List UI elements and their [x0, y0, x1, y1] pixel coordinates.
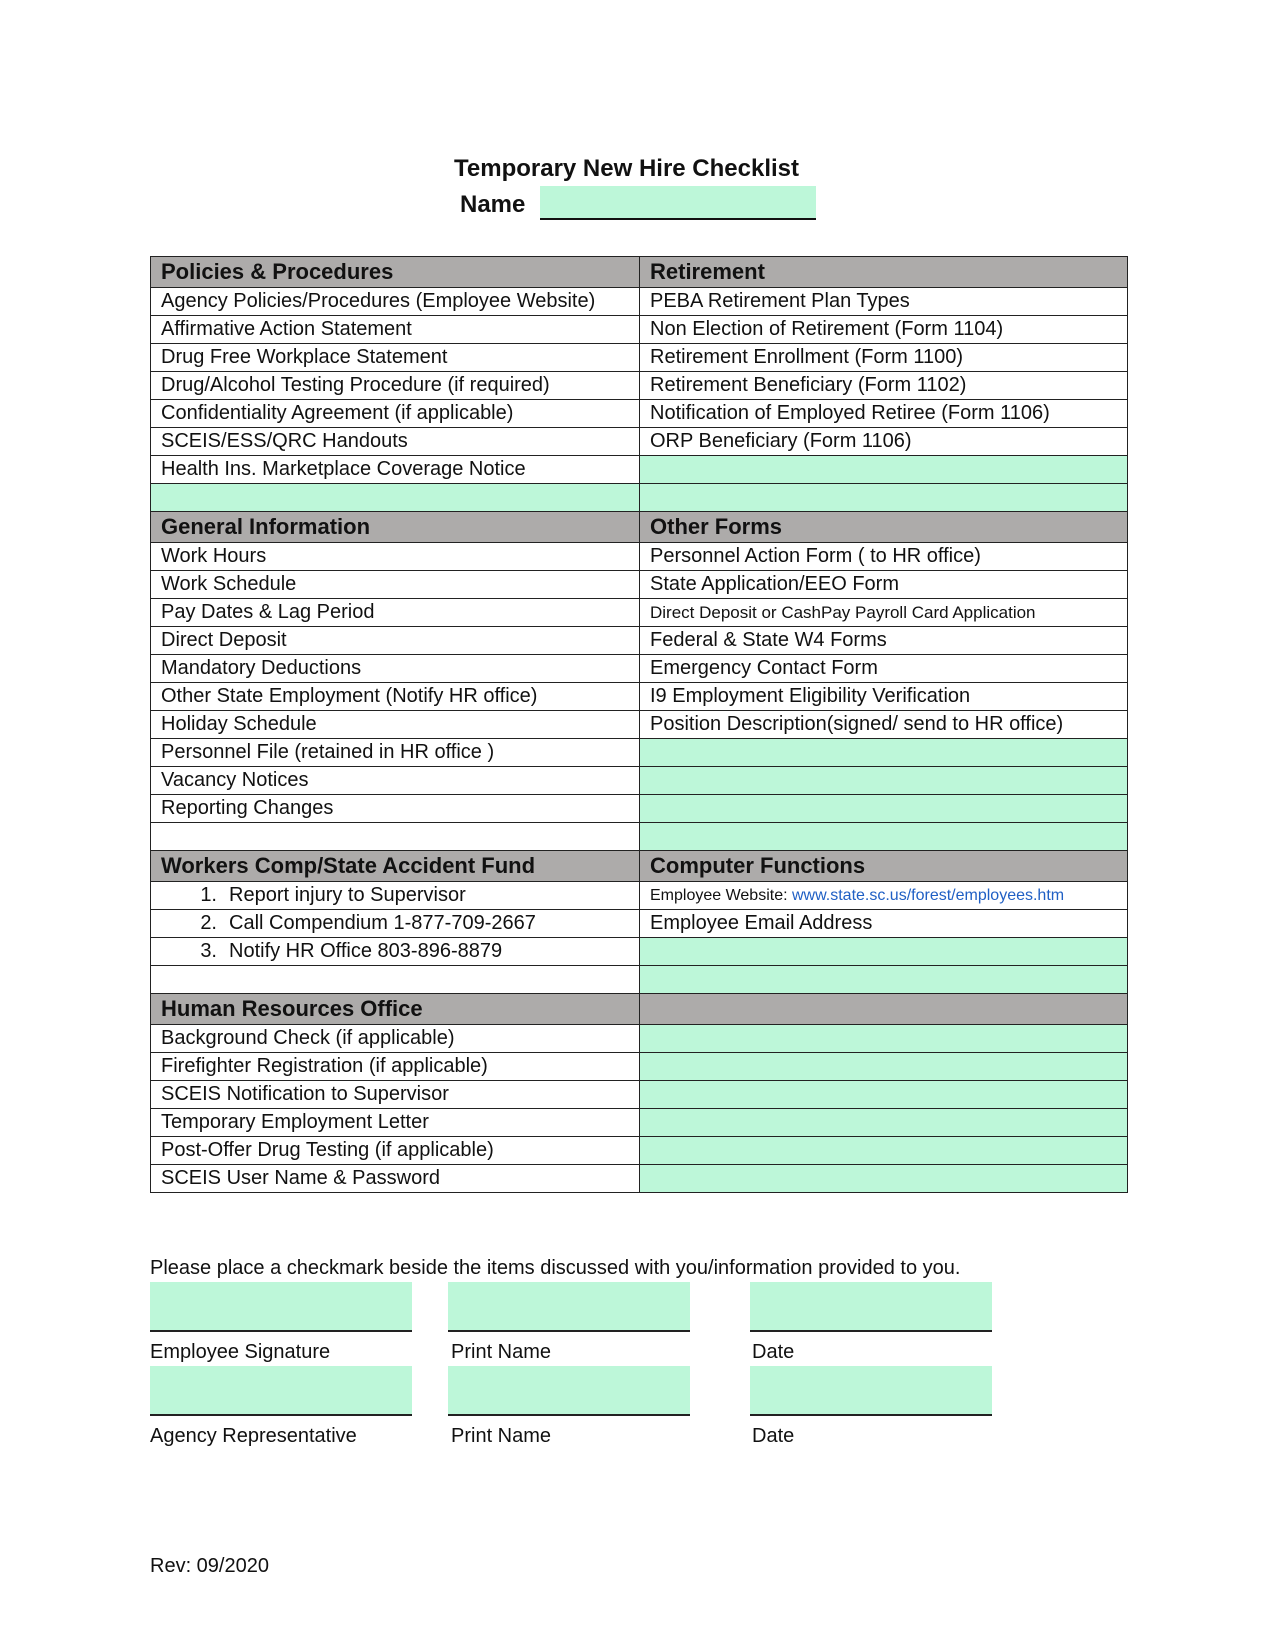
print-name-label: Print Name [451, 1341, 552, 1363]
checklist-item: Vacancy Notices [151, 767, 640, 795]
table-row [151, 739, 1128, 767]
checklist-item: Direct Deposit or CashPay Payroll Card Application [640, 599, 1128, 627]
checklist-item: Personnel Action Form ( to HR office) [640, 543, 1128, 571]
checklist-item: Reporting Changes [151, 795, 640, 823]
table-row [151, 372, 1128, 400]
agency-date-field[interactable] [750, 1366, 992, 1416]
checklist-item: Work Hours [151, 543, 640, 571]
table-row [151, 823, 1128, 851]
checklist-item: Background Check (if applicable) [151, 1025, 640, 1053]
section-heading-general: General Information [151, 512, 640, 543]
table-row [151, 795, 1128, 823]
checklist-item: Emergency Contact Form [640, 655, 1128, 683]
table-row [151, 1109, 1128, 1137]
table-row [151, 627, 1128, 655]
checklist-item: SCEIS User Name & Password [151, 1165, 640, 1193]
checklist-item: SCEIS Notification to Supervisor [151, 1081, 640, 1109]
employee-signature-label: Employee Signature [150, 1341, 331, 1363]
section-heading-other-forms: Other Forms [640, 512, 1128, 543]
table-row [151, 1081, 1128, 1109]
table-row [151, 316, 1128, 344]
list-number: 2. [200, 912, 217, 934]
table-row [151, 344, 1128, 372]
table-row [151, 400, 1128, 428]
checklist-item: Notification of Employed Retiree (Form 1106) [640, 400, 1128, 428]
checklist-item: Personnel File (retained in HR office ) [151, 739, 640, 767]
print-name-label: Print Name [451, 1425, 552, 1447]
list-number: 1. [200, 884, 217, 906]
website-label: Employee Website: [650, 886, 792, 904]
table-row [151, 938, 1128, 966]
checklist-item: Other State Employment (Notify HR office) [151, 683, 640, 711]
section-heading-computer: Computer Functions [640, 851, 1128, 882]
table-row [151, 1053, 1128, 1081]
list-number: 3. [200, 940, 217, 962]
agency-print-name-field[interactable] [448, 1366, 690, 1416]
section-header-row [151, 851, 1128, 882]
agency-signature-field[interactable] [150, 1366, 412, 1416]
table-row [151, 543, 1128, 571]
name-field[interactable] [540, 186, 816, 220]
checklist-item: Affirmative Action Statement [151, 316, 640, 344]
checklist-item: Non Election of Retirement (Form 1104) [640, 316, 1128, 344]
section-heading-policies: Policies & Procedures [151, 257, 640, 288]
table-row [151, 1025, 1128, 1053]
table-row [151, 288, 1128, 316]
checklist-item: PEBA Retirement Plan Types [640, 288, 1128, 316]
checklist-item: Temporary Employment Letter [151, 1109, 640, 1137]
checklist-item: Mandatory Deductions [151, 655, 640, 683]
fillable-cell[interactable] [640, 739, 1128, 767]
page-title: Temporary New Hire Checklist [454, 155, 800, 182]
checklist-item: Direct Deposit [151, 627, 640, 655]
fillable-cell[interactable] [640, 1137, 1128, 1165]
employee-print-name-field[interactable] [448, 1282, 690, 1332]
checklist-item [640, 882, 1128, 910]
table-row [151, 1137, 1128, 1165]
fillable-cell[interactable] [640, 994, 1128, 1025]
checklist-item: Agency Policies/Procedures (Employee Website) [151, 288, 640, 316]
table-row [151, 571, 1128, 599]
section-header-row [151, 994, 1128, 1025]
fillable-cell[interactable] [640, 795, 1128, 823]
section-heading-retirement: Retirement [640, 257, 1128, 288]
name-row [460, 186, 820, 222]
fillable-cell[interactable] [640, 1025, 1128, 1053]
fillable-cell[interactable] [640, 456, 1128, 484]
fillable-cell[interactable] [151, 484, 640, 512]
section-header-row [151, 257, 1128, 288]
checklist-item: Pay Dates & Lag Period [151, 599, 640, 627]
table-row [151, 882, 1128, 910]
checklist-item: Drug/Alcohol Testing Procedure (if required) [151, 372, 640, 400]
section-header-row [151, 512, 1128, 543]
checklist-item: State Application/EEO Form [640, 571, 1128, 599]
agency-representative-label: Agency Representative [150, 1425, 357, 1447]
checklist-item: Work Schedule [151, 571, 640, 599]
fillable-cell[interactable] [640, 938, 1128, 966]
date-label: Date [752, 1341, 795, 1363]
fillable-cell[interactable] [640, 1081, 1128, 1109]
list-item-text: Report injury to Supervisor [229, 884, 466, 906]
website-link[interactable]: www.state.sc.us/forest/employees.htm [792, 886, 1065, 904]
list-item-text: Notify HR Office 803-896-8879 [229, 940, 503, 962]
checklist-item: Holiday Schedule [151, 711, 640, 739]
checklist-item: Drug Free Workplace Statement [151, 344, 640, 372]
checklist-item: Firefighter Registration (if applicable) [151, 1053, 640, 1081]
checkmark-instruction: Please place a checkmark beside the items discussed with you/information provided to you. [150, 1257, 961, 1279]
table-row [151, 683, 1128, 711]
checklist-item [151, 938, 640, 966]
employee-date-field[interactable] [750, 1282, 992, 1332]
revision-date: Rev: 09/2020 [150, 1555, 269, 1577]
empty-cell [151, 966, 640, 994]
table-row [151, 655, 1128, 683]
fillable-cell[interactable] [640, 484, 1128, 512]
table-row [151, 599, 1128, 627]
checklist-table [150, 256, 1128, 1193]
checklist-item: ORP Beneficiary (Form 1106) [640, 428, 1128, 456]
list-item-text: Call Compendium 1-877-709-2667 [229, 912, 536, 934]
section-heading-hr-office: Human Resources Office [151, 994, 640, 1025]
checklist-item: Federal & State W4 Forms [640, 627, 1128, 655]
checklist-item: Health Ins. Marketplace Coverage Notice [151, 456, 640, 484]
table-row [151, 711, 1128, 739]
fillable-cell[interactable] [640, 1053, 1128, 1081]
table-row [151, 767, 1128, 795]
table-row [151, 484, 1128, 512]
empty-cell [151, 823, 640, 851]
checklist-item: Employee Email Address [640, 910, 1128, 938]
date-label: Date [752, 1425, 795, 1447]
name-label: Name [460, 191, 526, 218]
checklist-item: Retirement Enrollment (Form 1100) [640, 344, 1128, 372]
fillable-cell[interactable] [640, 823, 1128, 851]
checklist-item: Retirement Beneficiary (Form 1102) [640, 372, 1128, 400]
employee-signature-field[interactable] [150, 1282, 412, 1332]
checklist-item: I9 Employment Eligibility Verification [640, 683, 1128, 711]
checklist-item [151, 910, 640, 938]
table-row [151, 1165, 1128, 1193]
checklist-item: Position Description(signed/ send to HR office) [640, 711, 1128, 739]
checklist-item: Post-Offer Drug Testing (if applicable) [151, 1137, 640, 1165]
fillable-cell[interactable] [640, 1165, 1128, 1193]
fillable-cell[interactable] [640, 767, 1128, 795]
fillable-cell[interactable] [640, 1109, 1128, 1137]
table-row [151, 456, 1128, 484]
checklist-item: Confidentiality Agreement (if applicable) [151, 400, 640, 428]
table-row [151, 910, 1128, 938]
table-row [151, 428, 1128, 456]
fillable-cell[interactable] [640, 966, 1128, 994]
checklist-item: SCEIS/ESS/QRC Handouts [151, 428, 640, 456]
table-row [151, 966, 1128, 994]
checklist-item [151, 882, 640, 910]
section-heading-workers-comp: Workers Comp/State Accident Fund [151, 851, 640, 882]
